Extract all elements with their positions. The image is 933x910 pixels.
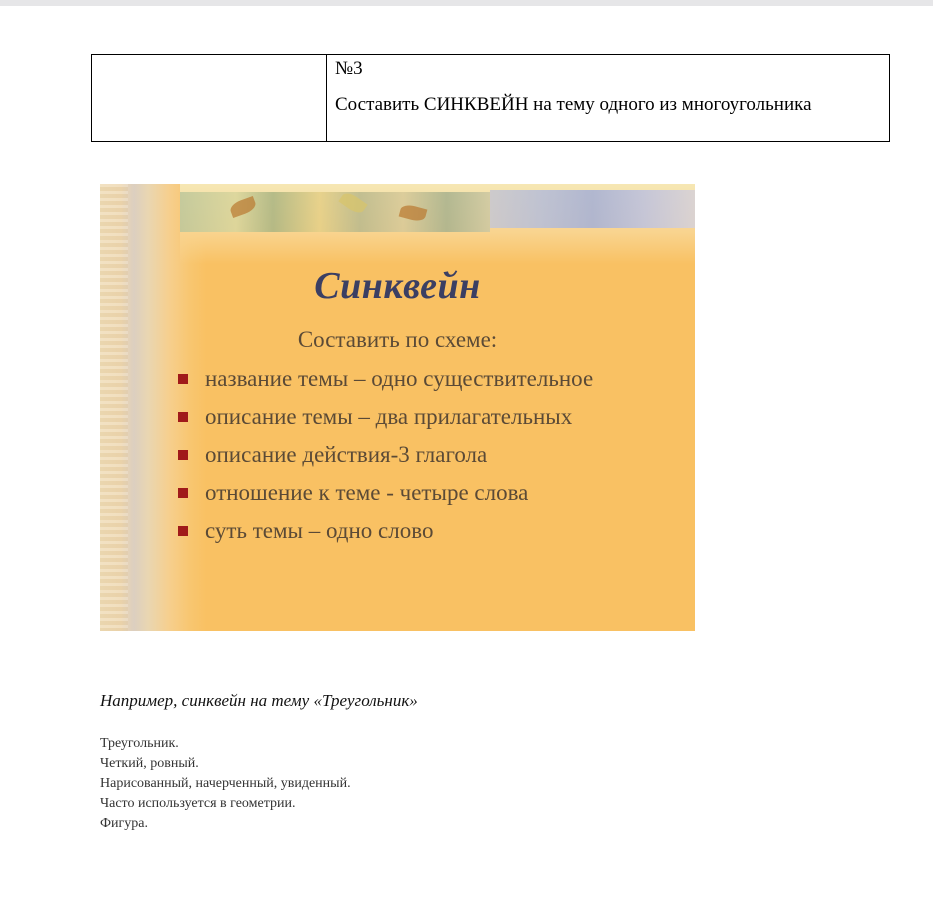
list-item-text: описание темы – два прилагательных: [205, 404, 573, 429]
example-line: Четкий, ровный.: [100, 756, 199, 771]
syncwine-slide-image: [100, 184, 695, 631]
square-bullet-icon: [178, 412, 188, 422]
square-bullet-icon: [178, 450, 188, 460]
task-number: №3: [335, 58, 363, 79]
list-item-text: отношение к теме - четыре слова: [205, 480, 529, 505]
example-line: Треугольник.: [100, 736, 179, 751]
slide-scheme-list: [178, 365, 593, 555]
list-item: [178, 365, 593, 403]
example-line: Фигура.: [100, 816, 149, 831]
list-item: [178, 479, 593, 517]
slide-paper-texture: [100, 184, 128, 631]
task-table: [91, 54, 890, 142]
slide-flowers-decoration: [490, 190, 695, 228]
list-item-text: суть темы – одно слово: [205, 518, 434, 543]
task-empty-cell: [92, 55, 327, 142]
slide-leaves-decoration: [180, 192, 490, 232]
task-content-cell: [327, 55, 890, 142]
top-toolbar-strip: [0, 0, 933, 6]
square-bullet-icon: [178, 374, 188, 384]
example-syncwine: [100, 734, 351, 834]
task-text: Составить СИНКВЕЙН на тему одного из многоугольника: [335, 94, 812, 115]
square-bullet-icon: [178, 488, 188, 498]
task-row: [92, 55, 890, 142]
square-bullet-icon: [178, 526, 188, 536]
list-item-text: описание действия-3 глагола: [205, 442, 488, 467]
example-line: Часто используется в геометрии.: [100, 796, 296, 811]
list-item: [178, 517, 593, 555]
example-heading: Например, синквейн на тему «Треугольник»: [100, 691, 418, 710]
list-item: [178, 403, 593, 441]
slide-subtitle: Составить по схеме:: [297, 327, 498, 352]
list-item: [178, 441, 593, 479]
slide-title: Синквейн: [314, 265, 481, 307]
example-line: Нарисованный, начерченный, увиденный.: [100, 776, 351, 791]
list-item-text: название темы – одно существительное: [205, 366, 594, 391]
